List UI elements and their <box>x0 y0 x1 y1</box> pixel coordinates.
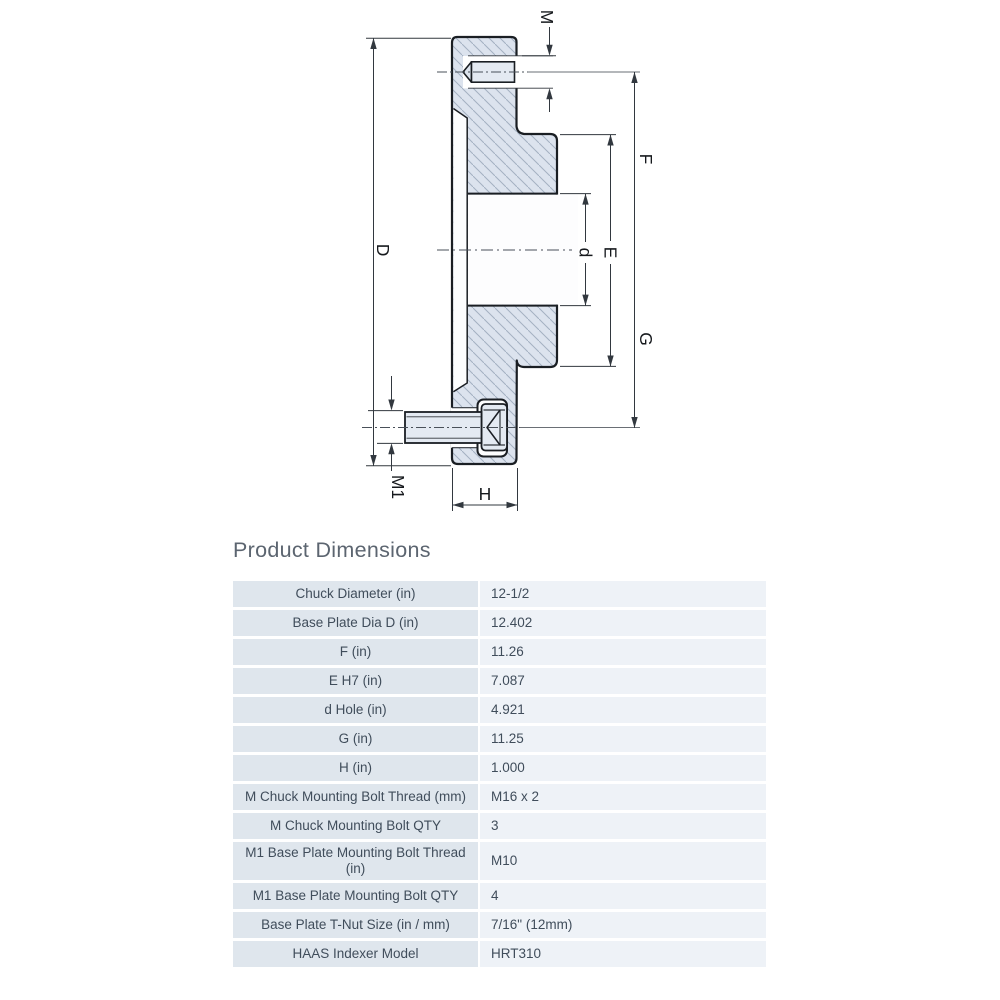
spec-label-cell: F (in) <box>233 639 478 665</box>
spec-label-cell: Base Plate Dia D (in) <box>233 610 478 636</box>
spec-value-cell: M16 x 2 <box>480 784 766 810</box>
table-row <box>233 697 766 723</box>
label-E: E <box>600 246 621 259</box>
table-row <box>233 842 766 880</box>
page-title: Product Dimensions <box>233 538 431 562</box>
spec-label-cell: M1 Base Plate Mounting Bolt Thread (in) <box>233 842 478 880</box>
chuck-mounting-bolt <box>437 56 640 89</box>
table-row <box>233 581 766 607</box>
spec-value-cell: 7/16" (12mm) <box>480 912 766 938</box>
base-plate-mounting-bolt <box>362 400 640 457</box>
spec-value-cell: 4.921 <box>480 697 766 723</box>
spec-label-cell: M Chuck Mounting Bolt QTY <box>233 813 478 839</box>
spec-value-cell: 4 <box>480 883 766 909</box>
spec-label-cell: Chuck Diameter (in) <box>233 581 478 607</box>
spec-value-cell: 7.087 <box>480 668 766 694</box>
spec-label-cell: H (in) <box>233 755 478 781</box>
spec-value-cell: 12.402 <box>480 610 766 636</box>
spec-label-cell: HAAS Indexer Model <box>233 941 478 967</box>
spec-value-cell: HRT310 <box>480 941 766 967</box>
spec-label-cell: Base Plate T-Nut Size (in / mm) <box>233 912 478 938</box>
spec-value-cell: 1.000 <box>480 755 766 781</box>
table-row <box>233 610 766 636</box>
label-G: G <box>636 332 656 346</box>
dimension-M <box>522 27 556 112</box>
spec-label-cell: E H7 (in) <box>233 668 478 694</box>
product-dimensions-table <box>233 581 766 970</box>
spec-value-cell: M10 <box>480 842 766 880</box>
table-row <box>233 784 766 810</box>
label-M1: M1 <box>388 474 408 500</box>
table-row <box>233 639 766 665</box>
label-d: d <box>575 247 596 258</box>
table-row <box>233 912 766 938</box>
spec-value-cell: 11.25 <box>480 726 766 752</box>
table-row <box>233 726 766 752</box>
dimension-F-G <box>631 72 637 428</box>
spec-label-cell: M Chuck Mounting Bolt Thread (mm) <box>233 784 478 810</box>
table-row <box>233 941 766 967</box>
label-F: F <box>636 153 656 165</box>
table-row <box>233 755 766 781</box>
spec-value-cell: 3 <box>480 813 766 839</box>
spec-value-cell: 11.26 <box>480 639 766 665</box>
label-M: M <box>537 9 557 25</box>
spec-label-cell: G (in) <box>233 726 478 752</box>
label-D: D <box>373 243 393 257</box>
spec-label-cell: M1 Base Plate Mounting Bolt QTY <box>233 883 478 909</box>
table-row <box>233 668 766 694</box>
spec-value-cell: 12-1/2 <box>480 581 766 607</box>
table-row <box>233 813 766 839</box>
label-H: H <box>478 484 492 504</box>
table-row <box>233 883 766 909</box>
spec-label-cell: d Hole (in) <box>233 697 478 723</box>
section-body <box>452 37 578 464</box>
